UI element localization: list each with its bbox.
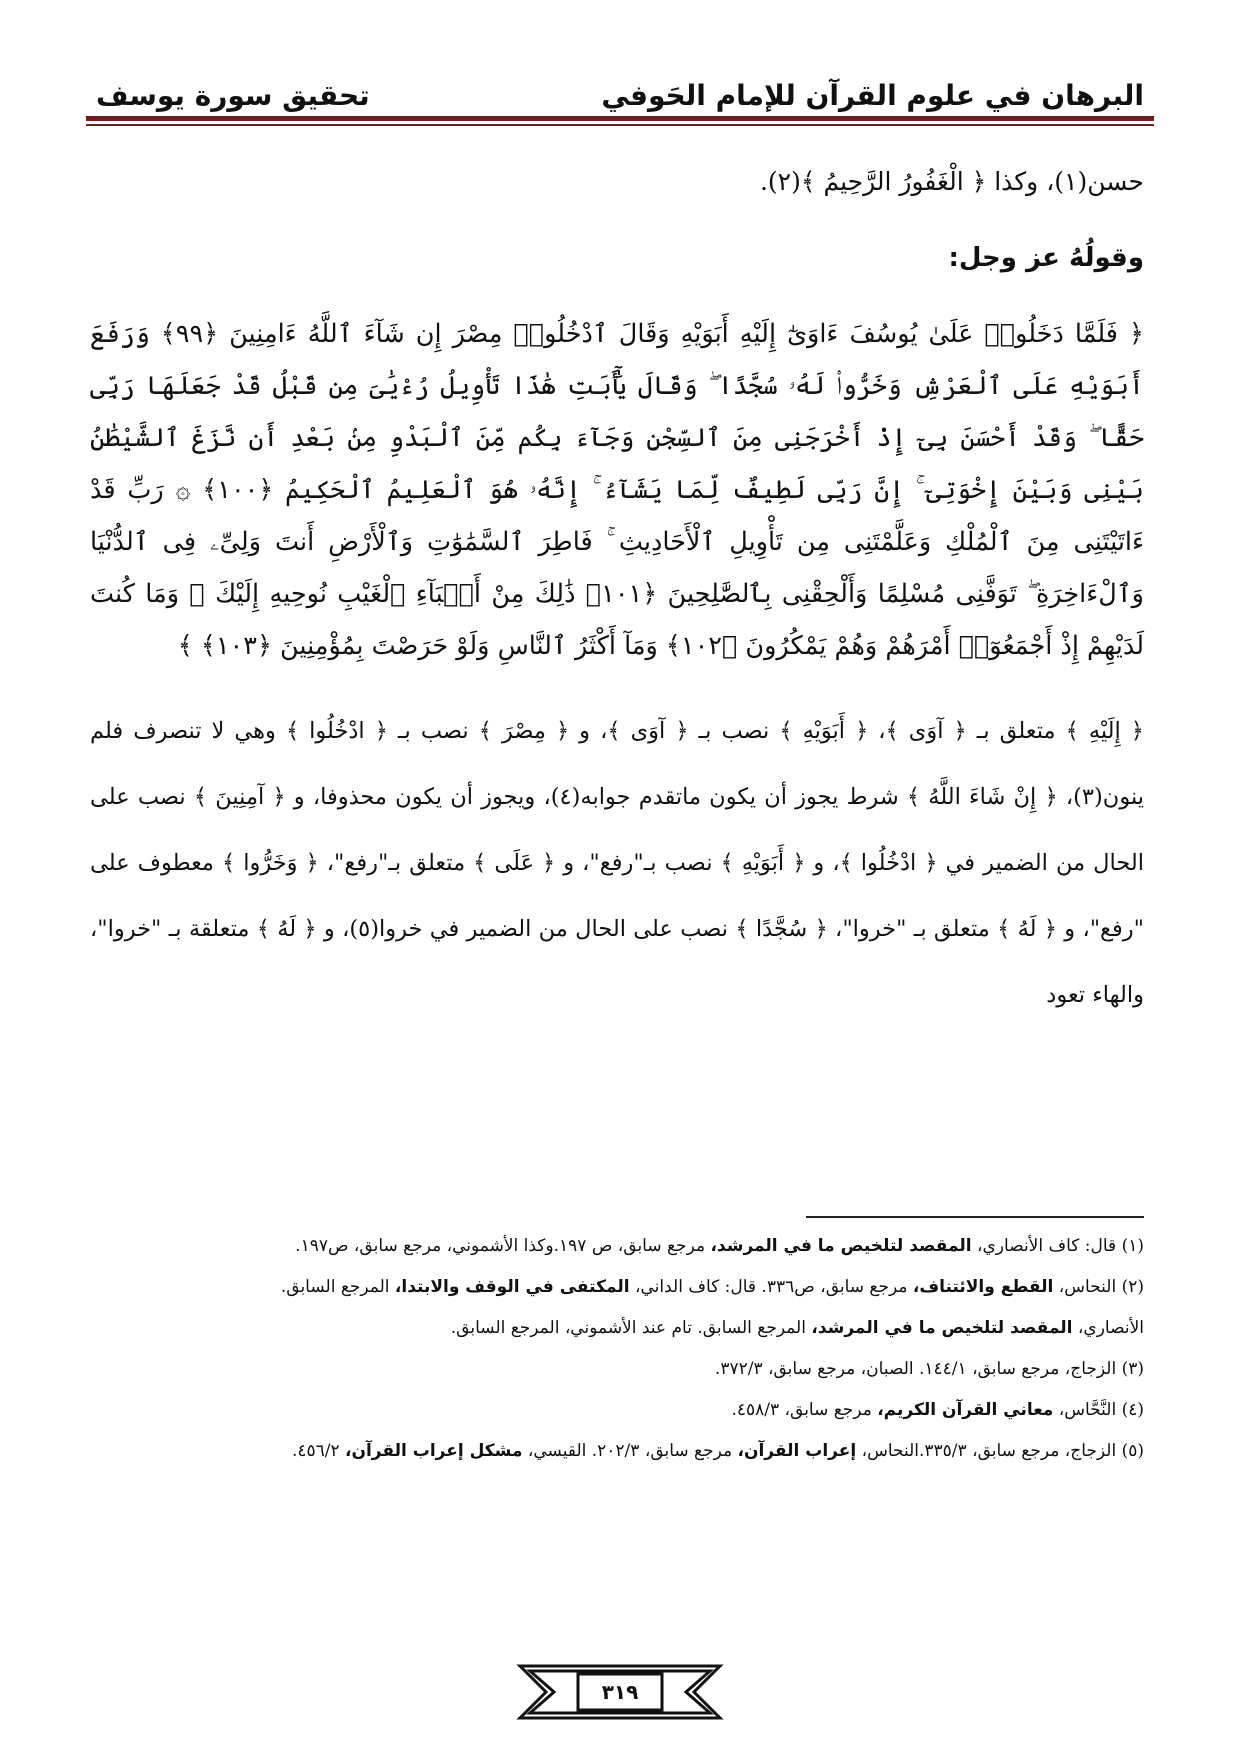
page-number: ٣١٩: [601, 1680, 639, 1704]
footnotes: [90, 1226, 1144, 1472]
grammar-analysis: ﴿ إِلَيْهِ ﴾ متعلق بـ ﴿ آوَى ﴾، ﴿ أَبَوَيْهِ ﴾ نصب بـ ﴿ آوَى ﴾، و ﴿ مِصْرَ ﴾ نصب بـ ﴿ ادْخُلُوا ﴾ وهي لا تنصرف فلم ينون(٣)، ﴿ إِنْ شَاءَ اللَّهُ ﴾ شرط يجوز أن يكون ماتقدم جوابه(٤)، ويجوز أن يكون محذوفا، و ﴿ آمِنِينَ ﴾ نصب على الحال من الضمير في ﴿ ادْخُلُوا ﴾، و ﴿ أَبَوَيْهِ ﴾ نصب بـ"رفع"، و ﴿ عَلَى ﴾ متعلق بـ"رفع"، ﴿ وَخَرُّوا ﴾ معطوف على "رفع"، و ﴿ لَهُ ﴾ متعلق بـ "خروا"، ﴿ سُجَّدًا ﴾ نصب على الحال من الضمير في خروا(٥)، و ﴿ لَهُ ﴾ متعلقة بـ "خروا"، والهاء تعود: [90, 718, 1145, 1008]
footnote-text: ٤٥٦/٢.: [291, 1441, 346, 1461]
footnote-text: (٤) النَّحَّاس،: [1053, 1400, 1144, 1420]
footnote-text: (٣) الزجاج، مرجع سابق، ١٤٤/١. الصبان، مرجع سابق، ٣٧٢/٣.: [714, 1359, 1144, 1379]
footnote-text: مرجع سابق، ص٣٣٦. قال: كاف الداني،: [629, 1277, 913, 1297]
header-rule-thick: [86, 116, 1154, 121]
footnote-book-title: المكتفى في الوقف والابتدا،: [394, 1277, 630, 1297]
footnote-text: مرجع سابق، ٢٠٢/٣. القيسي،: [522, 1441, 738, 1461]
section-heading: وقولُهُ عز وجل:: [948, 243, 1144, 273]
header-rule-thin: [86, 124, 1154, 126]
footnote-text: (١) قال: كاف الأنصاري،: [971, 1236, 1144, 1256]
footnote-text: (٥) الزجاج، مرجع سابق، ٣٣٥/٣.النحاس،: [856, 1441, 1144, 1461]
footnote-text: المرجع السابق. تام عند الأشموني، المرجع السابق.: [450, 1318, 812, 1338]
quran-verses: ﴿ فَلَمَّا دَخَلُوا۟ عَلَىٰ يُوسُفَ ءَاوَىٰٓ إِلَيْهِ أَبَوَيْهِ وَقَالَ ٱدْخُلُوا۟ مِصْرَ إِن شَآءَ ٱللَّهُ ءَامِنِينَ ﴿٩٩﴾ وَرَفَعَ أَبَوَيْهِ عَلَى ٱلْعَرْشِ وَخَرُّوا۟ لَهُۥ سُجَّدًا ۖ وَقَالَ يَٰٓأَبَتِ هَٰذَا تَأْوِيلُ رُءْيَٰىَ مِن قَبْلُ قَدْ جَعَلَهَا رَبِّى حَقًّا ۖ وَقَدْ أَحْسَنَ بِىٓ إِذْ أَخْرَجَنِى مِنَ ٱلسِّجْنِ وَجَآءَ بِكُم مِّنَ ٱلْبَدْوِ مِنۢ بَعْدِ أَن نَّزَغَ ٱلشَّيْطَٰنُ بَيْنِى وَبَيْنَ إِخْوَتِىٓ ۚ إِنَّ رَبِّى لَطِيفٌ لِّمَا يَشَآءُ ۚ إِنَّهُۥ هُوَ ٱلْعَلِيمُ ٱلْحَكِيمُ ﴿١٠٠﴾ ۞ رَبِّ قَدْ ءَاتَيْتَنِى مِنَ ٱلْمُلْكِ وَعَلَّمْتَنِى مِن تَأْوِيلِ ٱلْأَحَادِيثِ ۚ فَاطِرَ ٱلسَّمَٰوَٰتِ وَٱلْأَرْضِ أَنتَ وَلِىِّۦ فِى ٱلدُّنْيَا وَٱلْءَاخِرَةِ ۖ تَوَفَّنِى مُسْلِمًا وَأَلْحِقْنِى بِٱلصَّٰلِحِينَ ﴿١٠١﴾ ذَٰلِكَ مِنْ أَنۢبَآءِ ٱلْغَيْبِ نُوحِيهِ إِلَيْكَ ۖ وَمَا كُنتَ لَدَيْهِمْ إِذْ أَجْمَعُوٓا۟ أَمْرَهُمْ وَهُمْ يَمْكُرُونَ ﴿١٠٢﴾ وَمَآ أَكْثَرُ ٱلنَّاسِ وَلَوْ حَرَصْتَ بِمُؤْمِنِينَ ﴿١٠٣﴾ ﴾: [90, 319, 1144, 661]
footnote-5: [90, 1431, 1144, 1472]
footnote-text: المرجع السابق.: [280, 1277, 395, 1297]
footnote-2: [90, 1267, 1144, 1308]
footnote-1: [90, 1226, 1144, 1267]
footnote-book-title: المقصد لتلخيص ما في المرشد،: [710, 1236, 972, 1256]
footnote-2-continued: [90, 1308, 1144, 1349]
footnote-text: مرجع سابق، ٤٥٨/٣.: [731, 1400, 878, 1420]
page-number-frame: [516, 1662, 724, 1722]
footnote-text: مرجع سابق، ص ١٩٧.وكذا الأشموني، مرجع سابق، ص١٩٧.: [295, 1236, 711, 1256]
footnote-book-title: إعراب القرآن،: [737, 1441, 857, 1461]
footnote-text: (٢) النحاس،: [1053, 1277, 1144, 1297]
section-title: تحقيق سورة يوسف: [96, 79, 370, 112]
intro-line: حسن(١)، وكذا ﴿ الْغَفُورُ الرَّحِيمُ ﴾(٢).: [759, 167, 1144, 196]
footnote-book-title: مشكل إعراب القرآن،: [345, 1441, 523, 1461]
book-title: البرهان في علوم القرآن للإمام الحَوفي: [601, 79, 1144, 112]
footnote-3: [90, 1349, 1144, 1390]
footnote-separator: [806, 1216, 1144, 1218]
footnote-book-title: معاني القرآن الكريم،: [877, 1400, 1054, 1420]
footnote-4: [90, 1390, 1144, 1431]
footnote-book-title: القطع والائتناف،: [912, 1277, 1054, 1297]
footnote-book-title: المقصد لتلخيص ما في المرشد،: [811, 1318, 1073, 1338]
footnote-text: الأنصاري،: [1072, 1318, 1144, 1338]
page-header: [96, 62, 1144, 112]
page-body: [90, 160, 1144, 1028]
